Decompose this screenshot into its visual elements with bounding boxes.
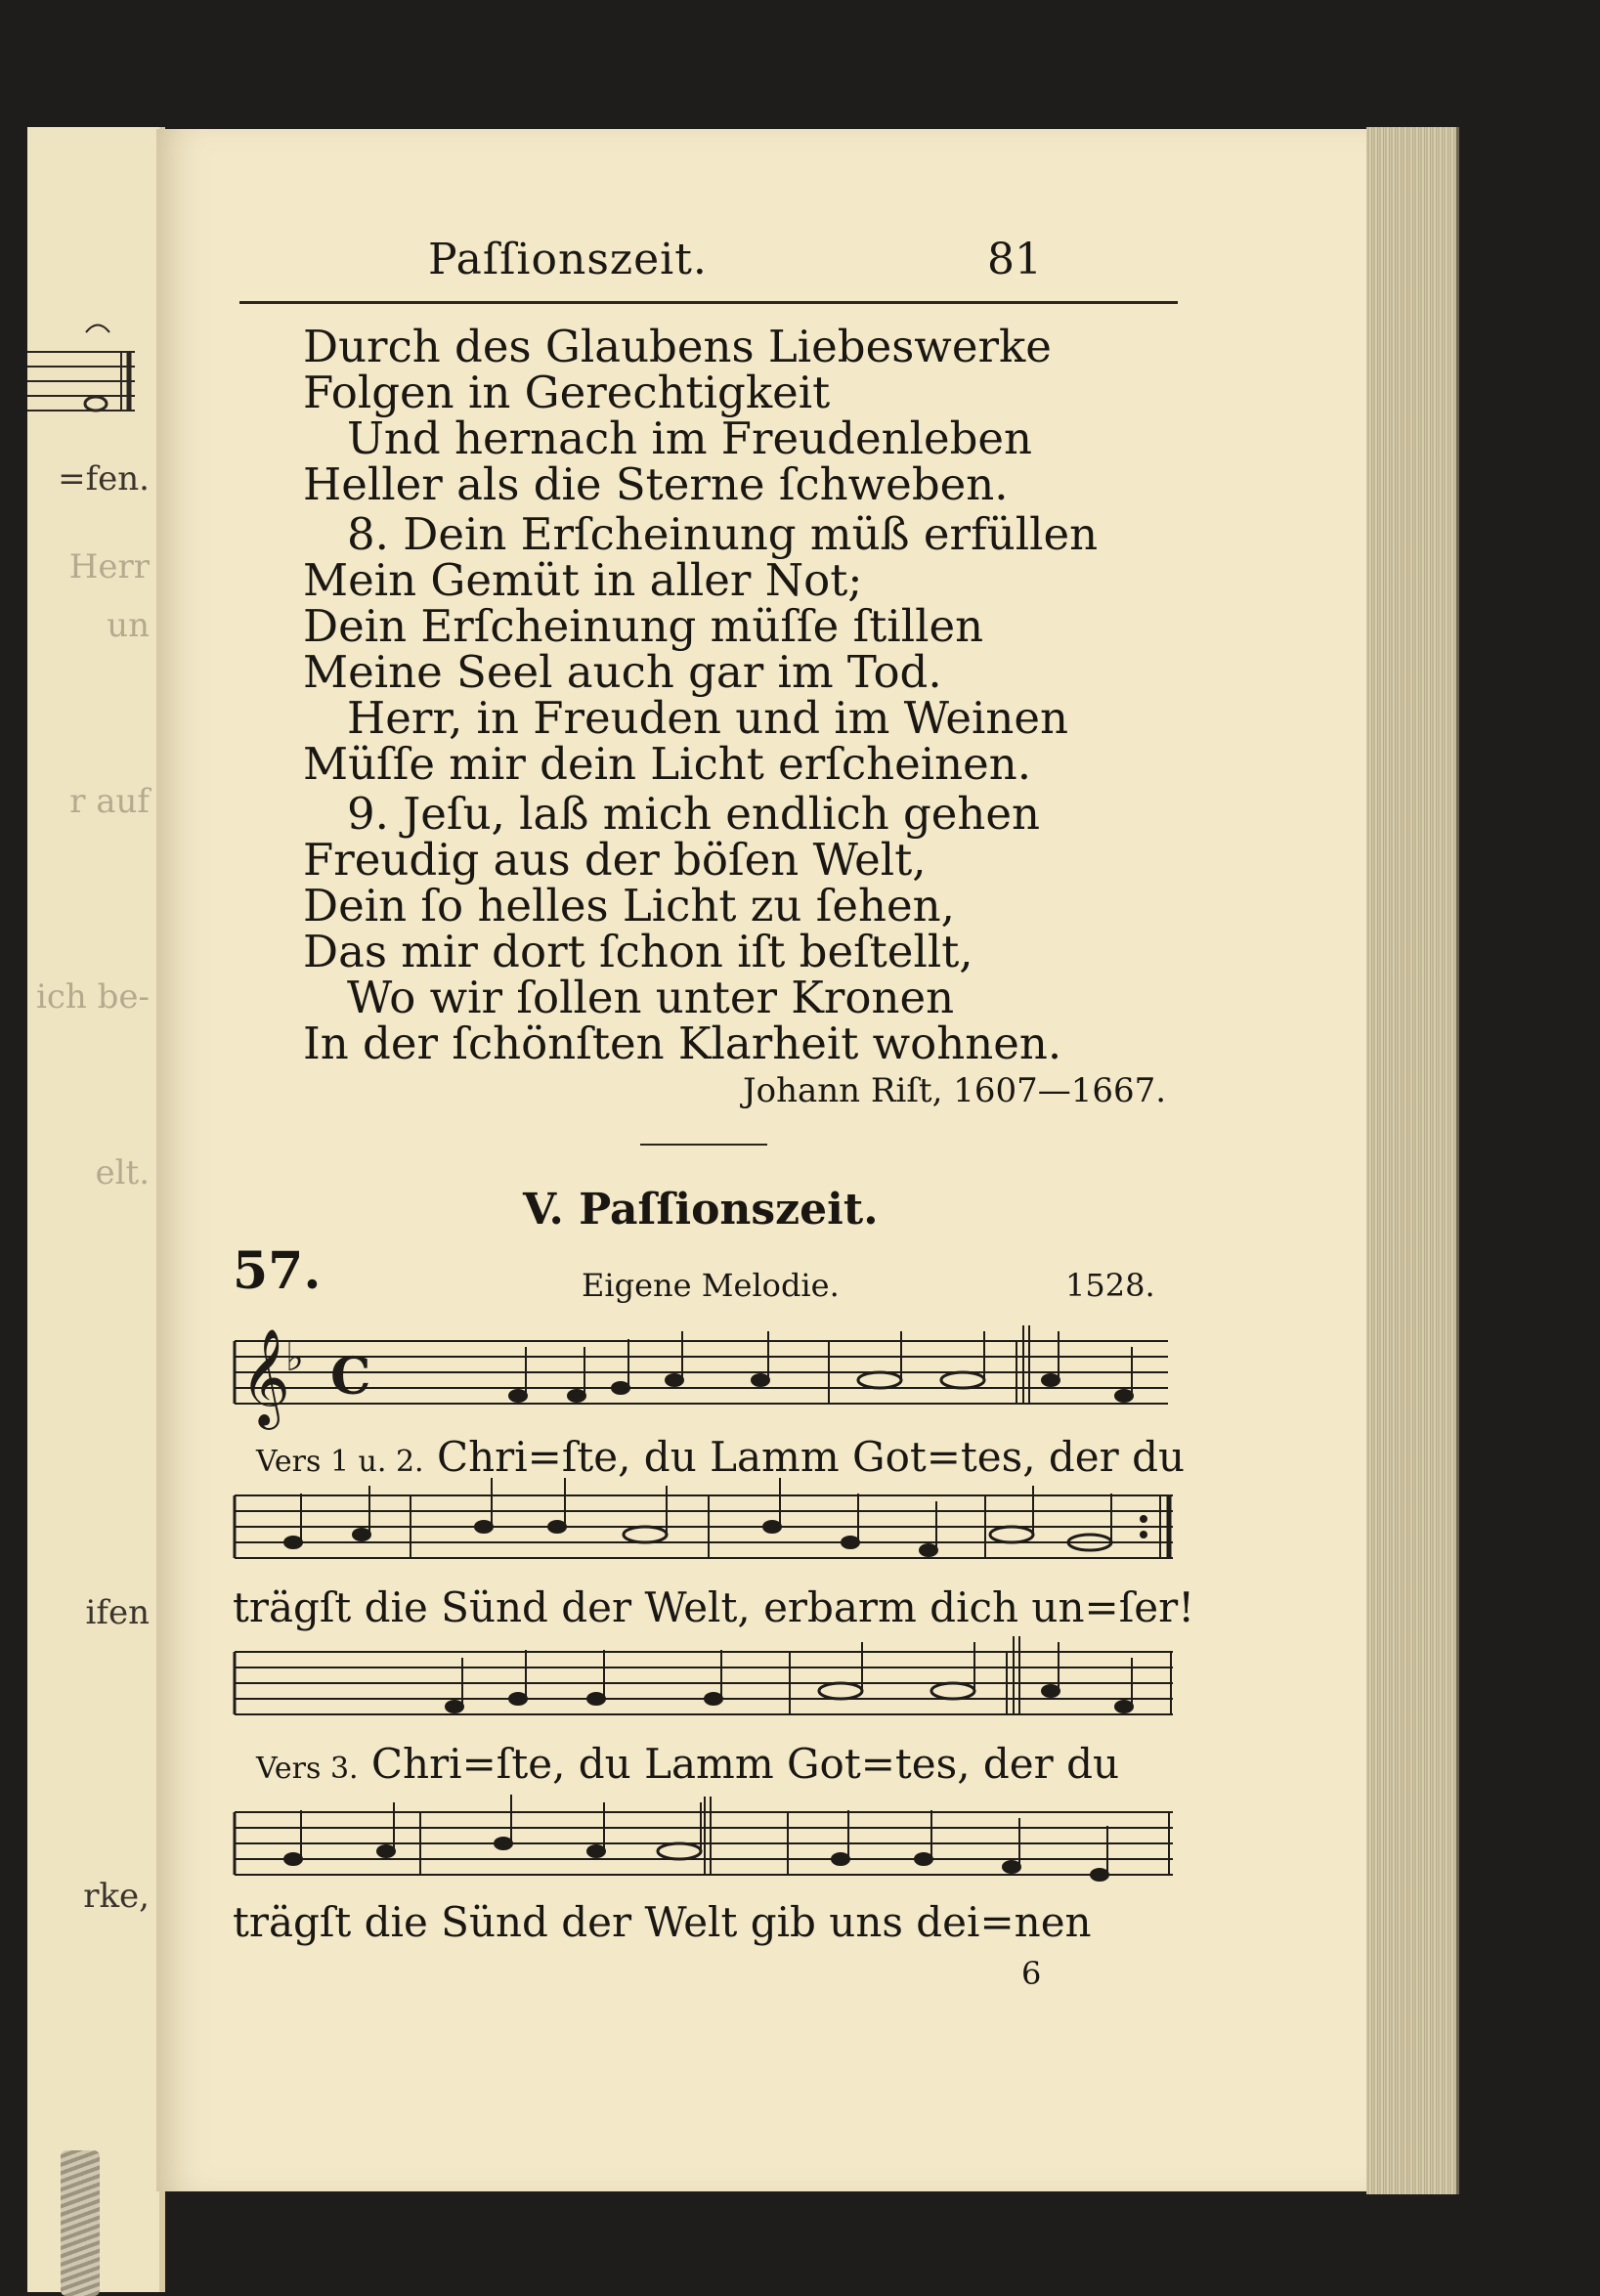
lyric-line-3 [256,1740,1119,1788]
lyric-text: trägſt die Sünd der Welt gib uns dei=nen [233,1898,1092,1946]
left-page-fragment: ifen [85,1593,150,1632]
verse-line: Heller als die Sterne ſchweben. [303,458,1009,510]
verse-line: Folgen in Gerechtigkeit [303,367,831,418]
lyric-text: Chri=ſte, du Lamm Got=tes, der du [370,1740,1120,1788]
verse-line: Meine Seel auch gar im Tod. [303,646,942,698]
flat-sign-icon: ♭ [285,1335,304,1380]
running-header-title: Paſſionszeit. [428,235,708,284]
verse-line: 8. Dein Erſcheinung müß erfüllen [347,508,1099,560]
signature-mark: 6 [1021,1955,1042,1992]
verse-line: Herr, in Freuden und im Weinen [347,692,1068,744]
lyric-text: trägſt die Sünd der Welt, erbarm dich un=ſer! [233,1583,1195,1631]
left-page-fragment: Herr [68,547,150,586]
lyric-line-4 [233,1898,1092,1946]
melody-label: Eigene Melodie. [582,1267,840,1304]
lyric-text: Chri=ſte, du Lamm Got=tes, der du [436,1433,1186,1481]
verse-line: Mein Gemüt in aller Not; [303,554,863,606]
common-time-icon: C [330,1347,371,1407]
verse-line: Freudig aus der böſen Welt, [303,834,927,886]
staff-3 [235,1636,1173,1714]
verse-line: In der ſchönſten Klarheit wohnen. [303,1018,1062,1069]
staff-4 [235,1797,1173,1875]
verse-line: 9. Jeſu, laß mich endlich gehen [347,788,1041,840]
left-page-fragment: elt. [95,1153,150,1192]
verse-line: Das mir dort ſchon iſt beſtellt, [303,926,973,977]
left-page-fragment: =fen. [58,459,150,498]
left-page-fragment: rke, [83,1877,150,1916]
attribution: Johann Riſt, 1607—1667. [743,1071,1167,1110]
left-page-fragment: un [107,606,150,645]
verse-line: Wo wir ſollen unter Kronen [347,972,955,1023]
verse-line: Und hernach im Freudenleben [347,412,1033,464]
bookmark-ribbon [61,2150,100,2296]
staff-1 [235,1325,1168,1404]
left-page-fragment: ich be- [36,977,150,1017]
treble-clef-icon: 𝄞 [240,1328,290,1426]
section-title: V. Paſſionszeit. [523,1185,879,1235]
verse-line: Dein Erſcheinung müſſe ſtillen [303,600,984,652]
verse-line: Durch des Glaubens Liebeswerke [303,321,1052,372]
lyric-line-2 [233,1583,1194,1631]
hymn-number: 57. [233,1241,322,1301]
verse-line: Müſſe mir dein Licht erſcheinen. [303,738,1032,790]
page-number: 81 [987,235,1042,284]
verse-line: Dein ſo helles Licht zu ſehen, [303,880,955,931]
hymn-year: 1528. [1065,1267,1155,1304]
verse-label: Vers 1 u. 2. [256,1445,424,1479]
verse-label: Vers 3. [256,1752,359,1786]
lyric-line-1 [256,1433,1185,1481]
left-page-fragment: r auf [69,782,150,821]
